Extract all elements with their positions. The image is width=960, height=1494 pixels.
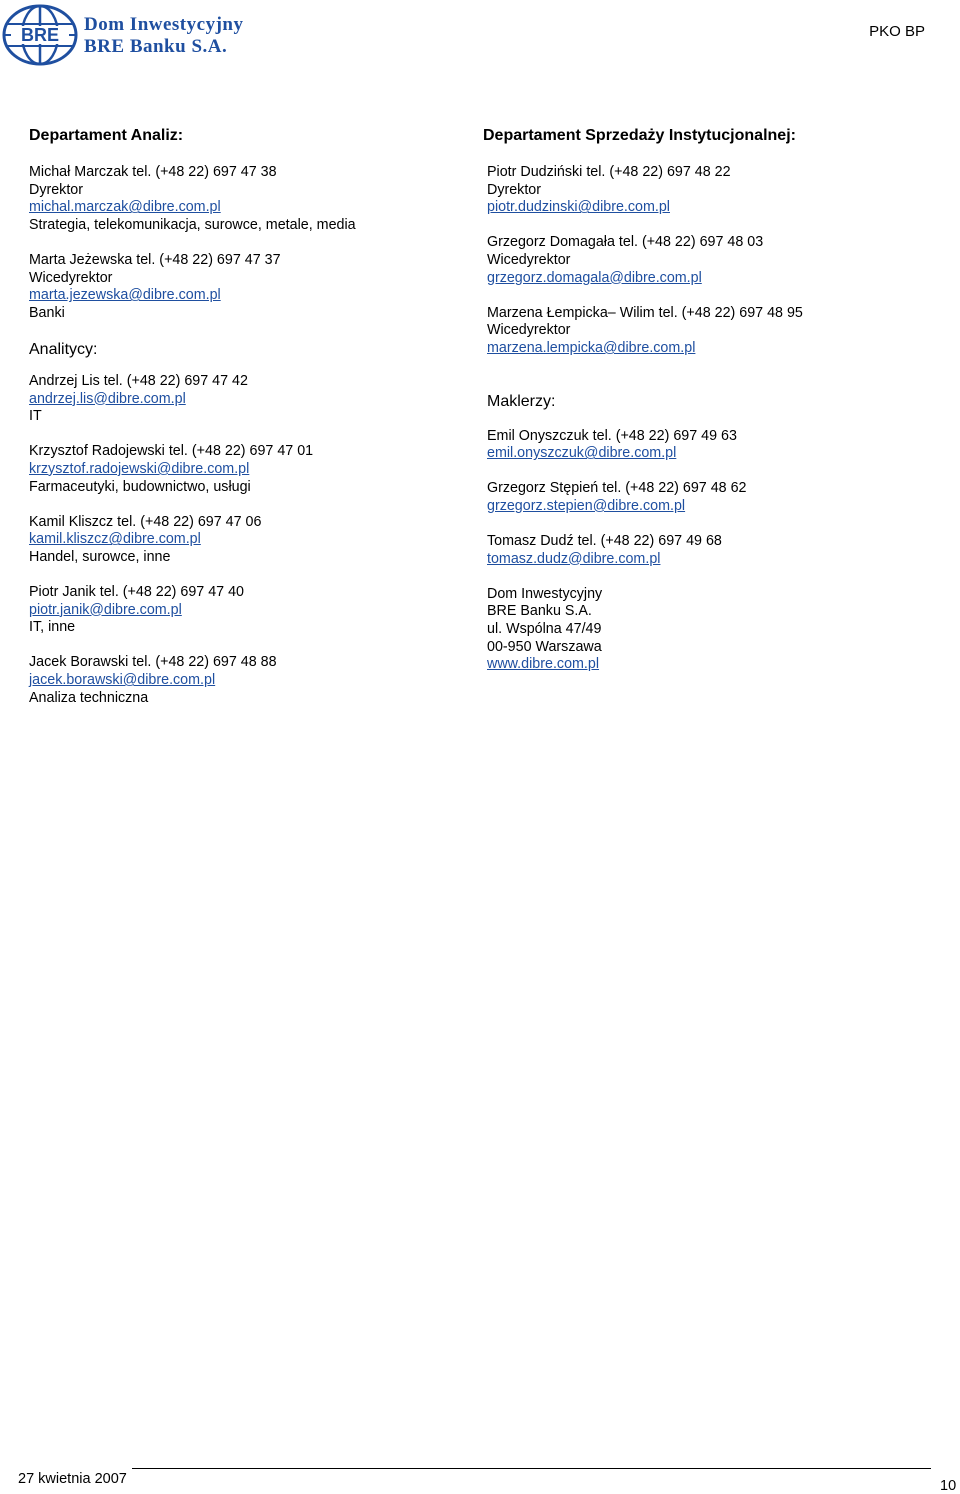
contact-role: Wicedyrektor — [487, 251, 571, 268]
address-line: ul. Wspólna 47/49 — [487, 621, 602, 638]
footer-date: 27 kwietnia 2007 — [18, 1471, 127, 1487]
analysts-heading: Analitycy: — [29, 340, 98, 358]
page-header — [0, 0, 960, 110]
broker-entry — [483, 533, 943, 568]
contact-entry — [483, 305, 943, 358]
contact-email-link[interactable]: emil.onyszczuk@dibre.com.pl — [487, 445, 677, 462]
contact-note: Farmaceutyki, budownictwo, usługi — [29, 478, 251, 495]
contact-note: Handel, surowce, inne — [29, 548, 171, 565]
contact-name: Piotr Dudziński tel. (+48 22) 697 48 22 — [487, 164, 731, 180]
contact-note: Analiza techniczna — [29, 689, 149, 706]
contact-name: Andrzej Lis tel. (+48 22) 697 47 42 — [29, 372, 248, 389]
analyst-entry — [29, 654, 459, 707]
contact-name: Michał Marczak tel. (+48 22) 697 47 38 — [29, 164, 277, 180]
department-heading: Departament Analiz: — [29, 127, 184, 144]
contact-email-link[interactable]: piotr.dudzinski@dibre.com.pl — [487, 199, 670, 216]
company-address — [483, 586, 943, 674]
contact-name: Grzegorz Stępień tel. (+48 22) 697 48 62 — [487, 480, 747, 497]
contact-note: Banki — [29, 304, 65, 321]
broker-entry — [483, 428, 943, 463]
sales-department-heading: Departament Sprzedaży Instytucjonalnej: — [483, 127, 796, 144]
brand-line-1: Dom Inwestycyjny — [84, 14, 244, 35]
analyst-entry — [29, 584, 459, 637]
address-line: Dom Inwestycyjny — [487, 585, 603, 602]
contact-role: Wicedyrektor — [487, 322, 571, 339]
analyst-entry — [29, 443, 459, 496]
contact-name: Jacek Borawski tel. (+48 22) 697 48 88 — [29, 654, 277, 671]
contact-entry — [29, 252, 459, 322]
broker-entry — [483, 480, 943, 515]
contact-name: Piotr Janik tel. (+48 22) 697 47 40 — [29, 584, 244, 601]
analyst-entry — [29, 514, 459, 567]
contact-email-link[interactable]: michal.marczak@dibre.com.pl — [29, 199, 221, 216]
contact-email-link[interactable]: andrzej.lis@dibre.com.pl — [29, 390, 186, 407]
contact-name: Krzysztof Radojewski tel. (+48 22) 697 47 01 — [29, 443, 314, 460]
right-column — [483, 126, 943, 674]
contact-role: Dyrektor — [29, 181, 84, 198]
contact-email-link[interactable]: tomasz.dudz@dibre.com.pl — [487, 550, 661, 567]
contact-name: Grzegorz Domagała tel. (+48 22) 697 48 03 — [487, 234, 764, 251]
contact-entry — [483, 234, 943, 287]
website-link[interactable]: www.dibre.com.pl — [487, 656, 600, 673]
contact-email-link[interactable]: krzysztof.radojewski@dibre.com.pl — [29, 460, 250, 477]
contact-note: IT — [29, 408, 42, 425]
bre-globe-logo-icon — [2, 4, 78, 66]
contact-email-link[interactable]: kamil.kliszcz@dibre.com.pl — [29, 531, 201, 548]
contact-email-link[interactable]: grzegorz.stepien@dibre.com.pl — [487, 497, 686, 514]
address-line: BRE Banku S.A. — [487, 603, 592, 620]
contact-entry — [29, 164, 459, 234]
contact-name: Marta Jeżewska tel. (+48 22) 697 47 37 — [29, 251, 281, 268]
page-number: 10 — [940, 1478, 957, 1494]
contact-email-link[interactable]: marzena.lempicka@dibre.com.pl — [487, 339, 696, 356]
brand-name — [84, 14, 243, 58]
left-column — [29, 126, 459, 725]
contact-name: Emil Onyszczuk tel. (+48 22) 697 49 63 — [487, 427, 737, 444]
contact-email-link[interactable]: piotr.janik@dibre.com.pl — [29, 601, 182, 618]
footer-divider — [132, 1468, 931, 1469]
contact-entry — [483, 164, 943, 217]
contact-email-link[interactable]: grzegorz.domagala@dibre.com.pl — [487, 269, 702, 286]
contact-note: IT, inne — [29, 619, 76, 636]
brand-line-2: BRE Banku S.A. — [84, 36, 228, 57]
header-right-label: PKO BP — [869, 23, 925, 40]
contact-email-link[interactable]: jacek.borawski@dibre.com.pl — [29, 672, 216, 689]
contact-email-link[interactable]: marta.jezewska@dibre.com.pl — [29, 287, 221, 304]
contact-name: Kamil Kliszcz tel. (+48 22) 697 47 06 — [29, 513, 262, 530]
brokers-heading: Maklerzy: — [487, 392, 556, 410]
contact-role: Dyrektor — [487, 181, 542, 198]
contact-role: Wicedyrektor — [29, 269, 113, 286]
contact-note: Strategia, telekomunikacja, surowce, metale, media — [29, 216, 356, 233]
address-line: 00-950 Warszawa — [487, 638, 602, 655]
analyst-entry — [29, 373, 459, 426]
svg-text:BRE: BRE — [20, 25, 60, 45]
contact-name: Tomasz Dudź tel. (+48 22) 697 49 68 — [487, 533, 722, 550]
contact-name: Marzena Łempicka– Wilim tel. (+48 22) 697 48 95 — [487, 304, 803, 321]
